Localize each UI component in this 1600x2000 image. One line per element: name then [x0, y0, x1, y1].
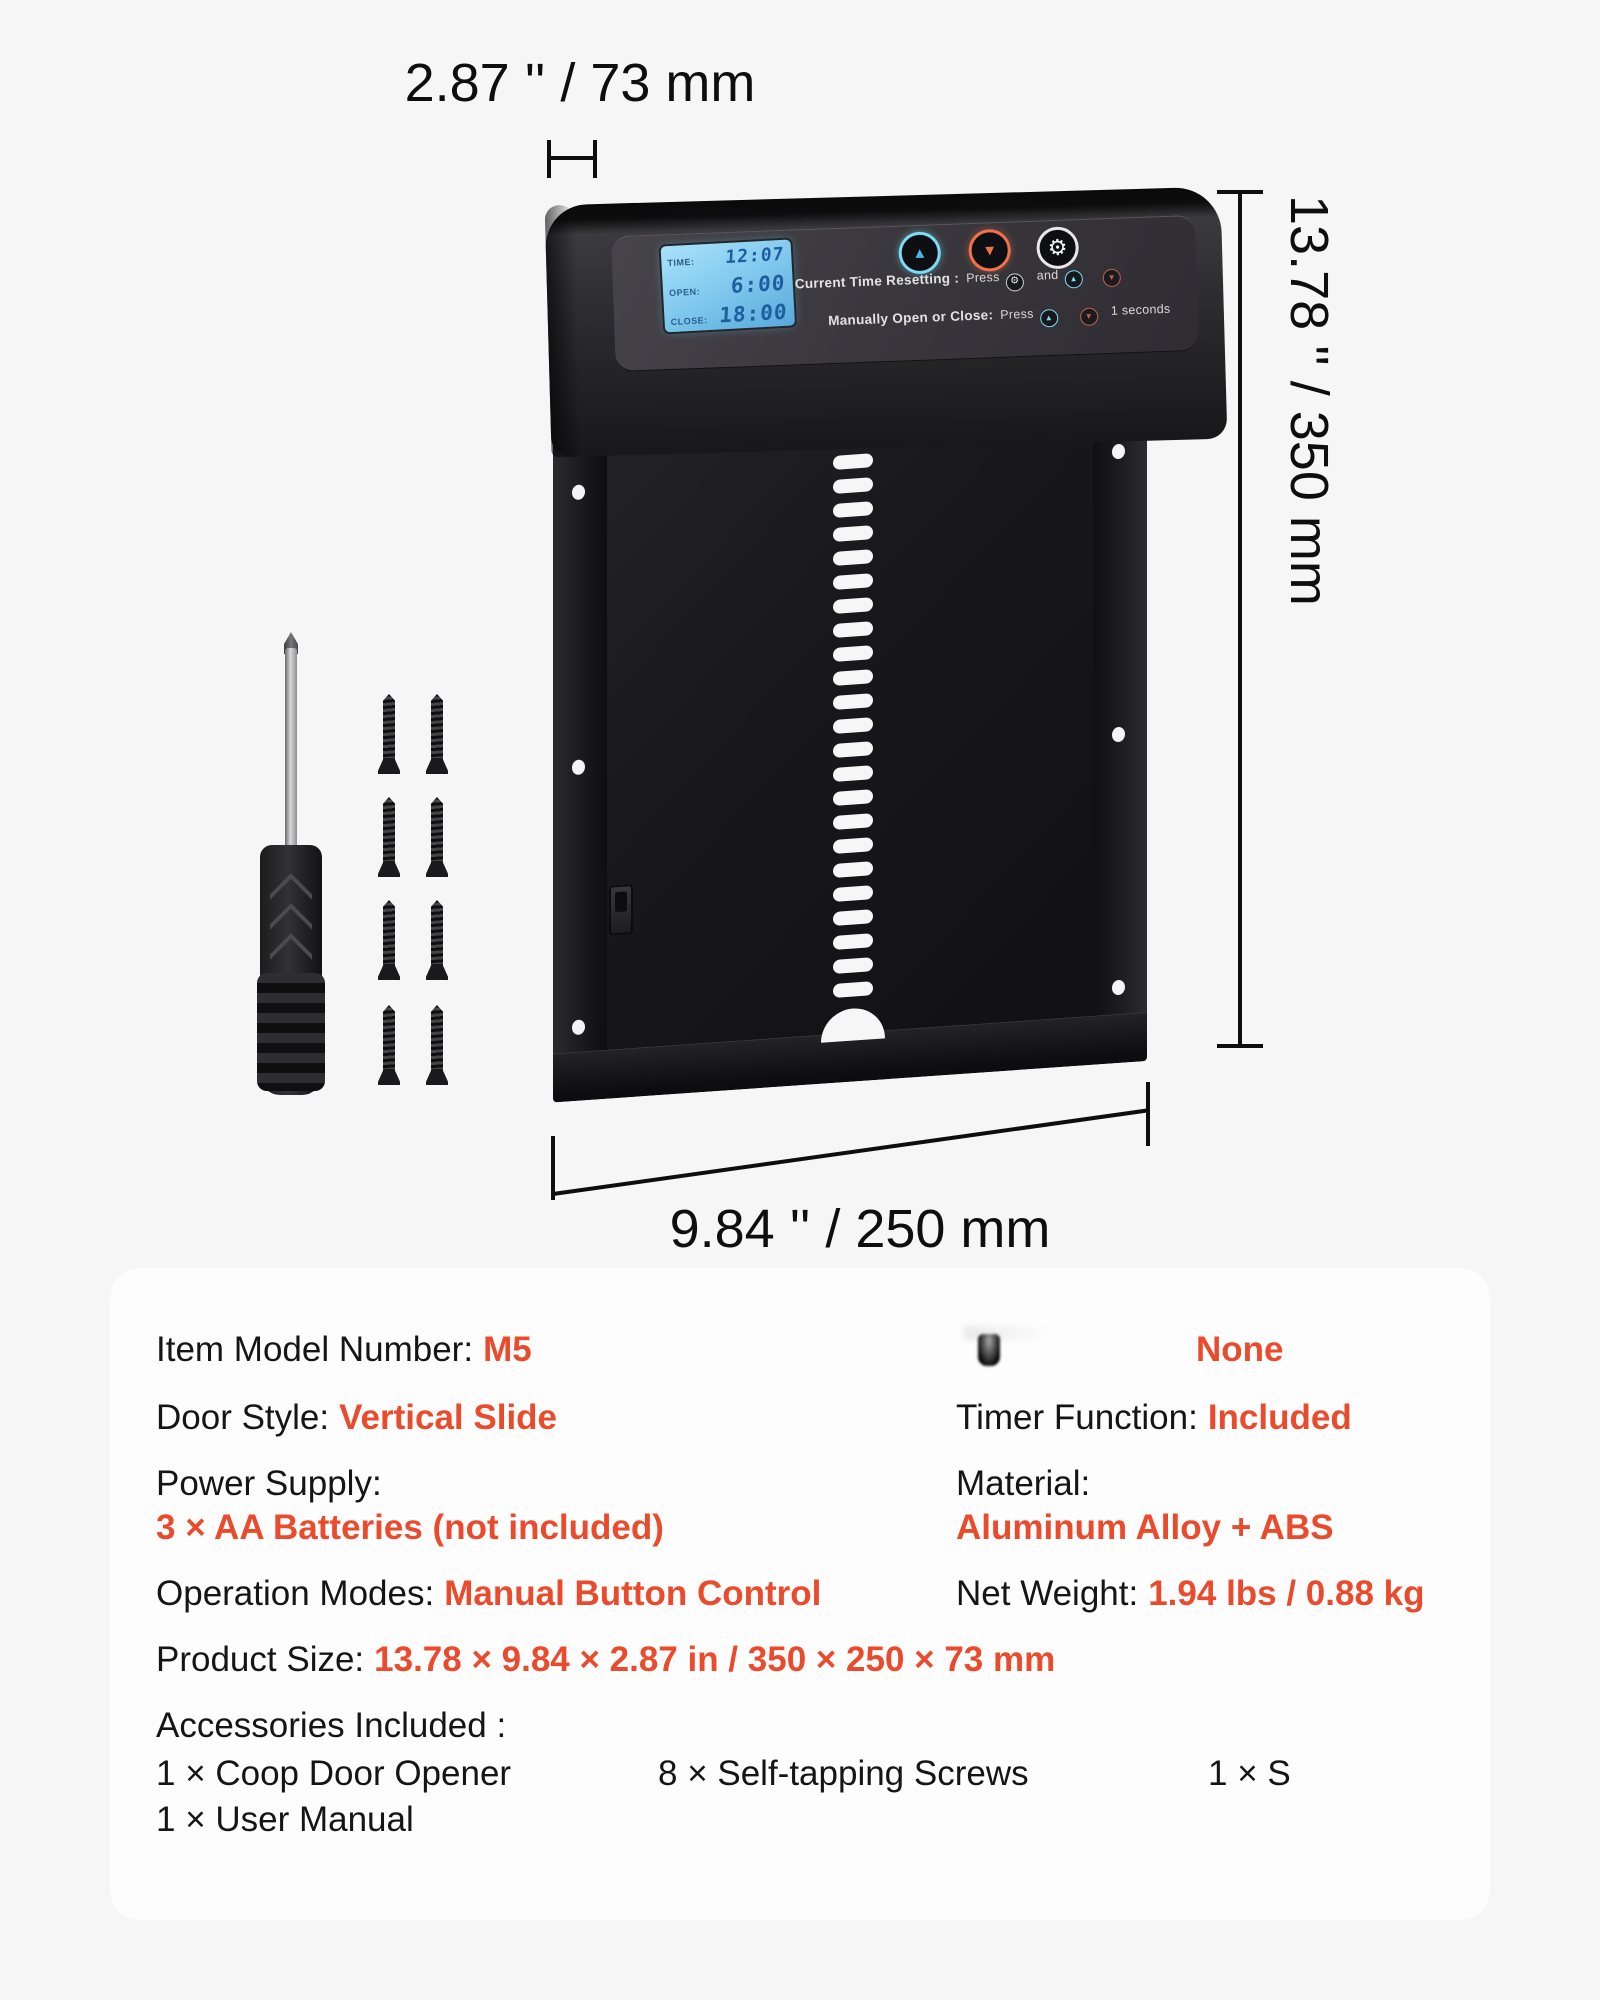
screw-shaft: [383, 694, 395, 760]
door-slot: [833, 525, 873, 542]
self-tapping-screw: [378, 900, 400, 986]
spec-door-style-label: Door Style:: [156, 1398, 330, 1437]
mount-rail-right: [1093, 400, 1147, 1064]
open-button: [898, 231, 942, 275]
screw-shaft: [383, 797, 395, 863]
instruction-time-reset: [795, 264, 1124, 299]
door-slot: [833, 789, 873, 806]
redacted-label: [978, 1334, 1000, 1366]
screw-shaft: [431, 797, 443, 863]
dimension-width-line: [553, 1109, 1148, 1196]
and-word: and: [1036, 267, 1059, 283]
spec-size-label: Product Size:: [156, 1640, 365, 1679]
lcd-time-value: 12:07: [724, 243, 785, 269]
door-slot: [833, 885, 873, 902]
accessory-2-text: 8 × Self-tapping Screws: [658, 1754, 1029, 1793]
control-panel: [611, 215, 1200, 372]
spec-accessories-label: Accessories Included :: [156, 1706, 507, 1745]
door-slot: [833, 549, 873, 566]
close-button: [968, 229, 1012, 273]
spec-weight-value: 1.94 lbs / 0.88 kg: [1148, 1574, 1425, 1613]
up-chip-icon: ▲: [1040, 309, 1059, 328]
mount-rail-left: [553, 438, 607, 1102]
door-slot: [833, 597, 873, 614]
press-word: Press: [999, 306, 1034, 322]
door-slot: [833, 813, 873, 830]
spec-model: [156, 1330, 532, 1370]
spec-timer-value: Included: [1207, 1398, 1352, 1437]
door-slot: [833, 621, 873, 638]
door-slot: [833, 453, 873, 470]
accessory-item-2: [658, 1754, 1029, 1794]
screw-hole: [1112, 980, 1125, 996]
self-tapping-screw: [378, 694, 400, 780]
lcd-time-label: TIME:: [667, 256, 695, 269]
settings-button: [1036, 226, 1080, 270]
screw-hole: [1112, 444, 1125, 460]
screw-head: [378, 964, 400, 980]
spec-accessories-header: [156, 1706, 506, 1746]
dimension-width-tick-right: [1146, 1082, 1150, 1146]
screw-shaft: [431, 694, 443, 760]
instruction-time-reset-title: Current Time Resetting :: [794, 270, 960, 292]
lcd-close-row: [670, 300, 788, 330]
screw-shaft: [431, 900, 443, 966]
door-slot: [833, 837, 873, 854]
dimension-height-line: [1238, 192, 1242, 1046]
door-slot: [833, 981, 873, 998]
spec-power-value: 3 × AA Batteries (not included): [156, 1508, 664, 1547]
dimension-depth-label: 2.87 '' / 73 mm: [404, 53, 756, 113]
spec-model-value: M5: [483, 1330, 532, 1369]
self-tapping-screw: [378, 797, 400, 883]
lcd-open-value: 6:00: [730, 270, 787, 298]
screw-hole: [572, 1019, 585, 1035]
press-word: Press: [965, 269, 1000, 286]
lcd-open-label: OPEN:: [668, 285, 701, 298]
dimension-width-tick-left: [551, 1136, 555, 1200]
spec-material-label-row: [956, 1464, 1090, 1504]
control-housing: [545, 187, 1228, 458]
door-slot: [833, 477, 873, 494]
self-tapping-screw: [426, 797, 448, 883]
gear-icon: ⚙: [1047, 234, 1068, 261]
spec-power-label: Power Supply:: [156, 1464, 382, 1503]
accessory-4-text: 1 × User Manual: [156, 1800, 414, 1839]
spec-power-value-row: [156, 1508, 664, 1548]
lcd-time-row: [667, 244, 785, 271]
spec-operation-value: Manual Button Control: [444, 1574, 822, 1613]
spec-timer: [956, 1398, 1352, 1438]
self-tapping-screw: [378, 1005, 400, 1091]
door-slot: [833, 957, 873, 974]
accessory-1-text: 1 × Coop Door Opener: [156, 1754, 512, 1793]
screwdriver-shaft: [285, 648, 297, 853]
spec-material-value: Aluminum Alloy + ABS: [956, 1508, 1334, 1547]
screw-head: [378, 758, 400, 774]
spec-size-value: 13.78 × 9.84 × 2.87 in / 350 × 250 × 73 mm: [374, 1640, 1056, 1679]
door-slot: [833, 693, 873, 710]
screw-head: [426, 861, 448, 877]
door-slot-strip: [831, 453, 875, 1008]
screw-head: [426, 1069, 448, 1085]
screw-hole: [572, 759, 585, 775]
door-slot: [833, 669, 873, 686]
spec-redacted-text: None: [1196, 1330, 1284, 1369]
lcd-close-value: 18:00: [718, 299, 788, 328]
instruction-manual-title: Manually Open or Close:: [827, 307, 994, 329]
door-slot: [833, 861, 873, 878]
accessory-item-4: [156, 1800, 414, 1840]
lcd-display: [661, 239, 795, 332]
spec-operation-label: Operation Modes:: [156, 1574, 435, 1613]
power-switch: [609, 884, 633, 936]
dimension-width-label: 9.84 '' / 250 mm: [669, 1199, 1051, 1259]
spec-model-label: Item Model Number:: [156, 1330, 474, 1369]
screw-head: [426, 964, 448, 980]
seconds-text: 1 seconds: [1110, 301, 1171, 318]
up-chip-icon: ▲: [1064, 270, 1083, 289]
down-triangle-icon: ▼: [981, 241, 998, 260]
screwdriver-handle: [260, 845, 322, 1095]
spec-size: [156, 1640, 1055, 1680]
coop-door-assembly: [553, 400, 1147, 1102]
down-chip-icon: ▼: [1080, 307, 1099, 326]
spec-weight-label: Net Weight:: [956, 1574, 1139, 1613]
door-slot: [833, 933, 873, 950]
spec-panel: [110, 1268, 1490, 1920]
door-slot: [833, 741, 873, 758]
door-slot: [833, 645, 873, 662]
spec-power-label-row: [156, 1464, 382, 1504]
lcd-open-row: [668, 270, 786, 300]
screw-shaft: [383, 1005, 395, 1071]
spec-material-value-row: [956, 1508, 1334, 1548]
door-slot: [833, 501, 873, 518]
instruction-manual: [828, 301, 1171, 336]
screw-head: [378, 1069, 400, 1085]
accessory-item-1: [156, 1754, 511, 1794]
down-chip-icon: ▼: [1102, 269, 1121, 288]
self-tapping-screw: [426, 1005, 448, 1091]
spec-weight: [956, 1574, 1425, 1614]
door-slot: [833, 909, 873, 926]
screw-head: [378, 861, 400, 877]
self-tapping-screw: [426, 900, 448, 986]
door-slot: [833, 573, 873, 590]
spec-material-label: Material:: [956, 1464, 1091, 1503]
lcd-close-label: CLOSE:: [670, 315, 708, 328]
screw-hole: [1112, 727, 1125, 743]
accessory-3-text: 1 × S: [1208, 1754, 1291, 1793]
spec-operation: [156, 1574, 821, 1614]
spec-timer-label: Timer Function:: [956, 1398, 1198, 1437]
screw-head: [426, 758, 448, 774]
self-tapping-screw: [426, 694, 448, 780]
spec-door-style: [156, 1398, 557, 1438]
spec-door-style-value: Vertical Slide: [339, 1398, 558, 1437]
gear-chip-icon: ⚙: [1006, 273, 1025, 292]
accessory-item-3: [1208, 1754, 1291, 1794]
dimension-height-label: 13.78 '' / 350 mm: [1279, 195, 1339, 606]
door-slot: [833, 765, 873, 782]
screw-shaft: [431, 1005, 443, 1071]
screw-hole: [572, 484, 585, 500]
dimension-depth-bracket: [547, 140, 597, 178]
up-triangle-icon: ▲: [911, 244, 928, 262]
screw-shaft: [383, 900, 395, 966]
spec-redacted-value: [1196, 1330, 1284, 1370]
door-slot: [833, 717, 873, 734]
